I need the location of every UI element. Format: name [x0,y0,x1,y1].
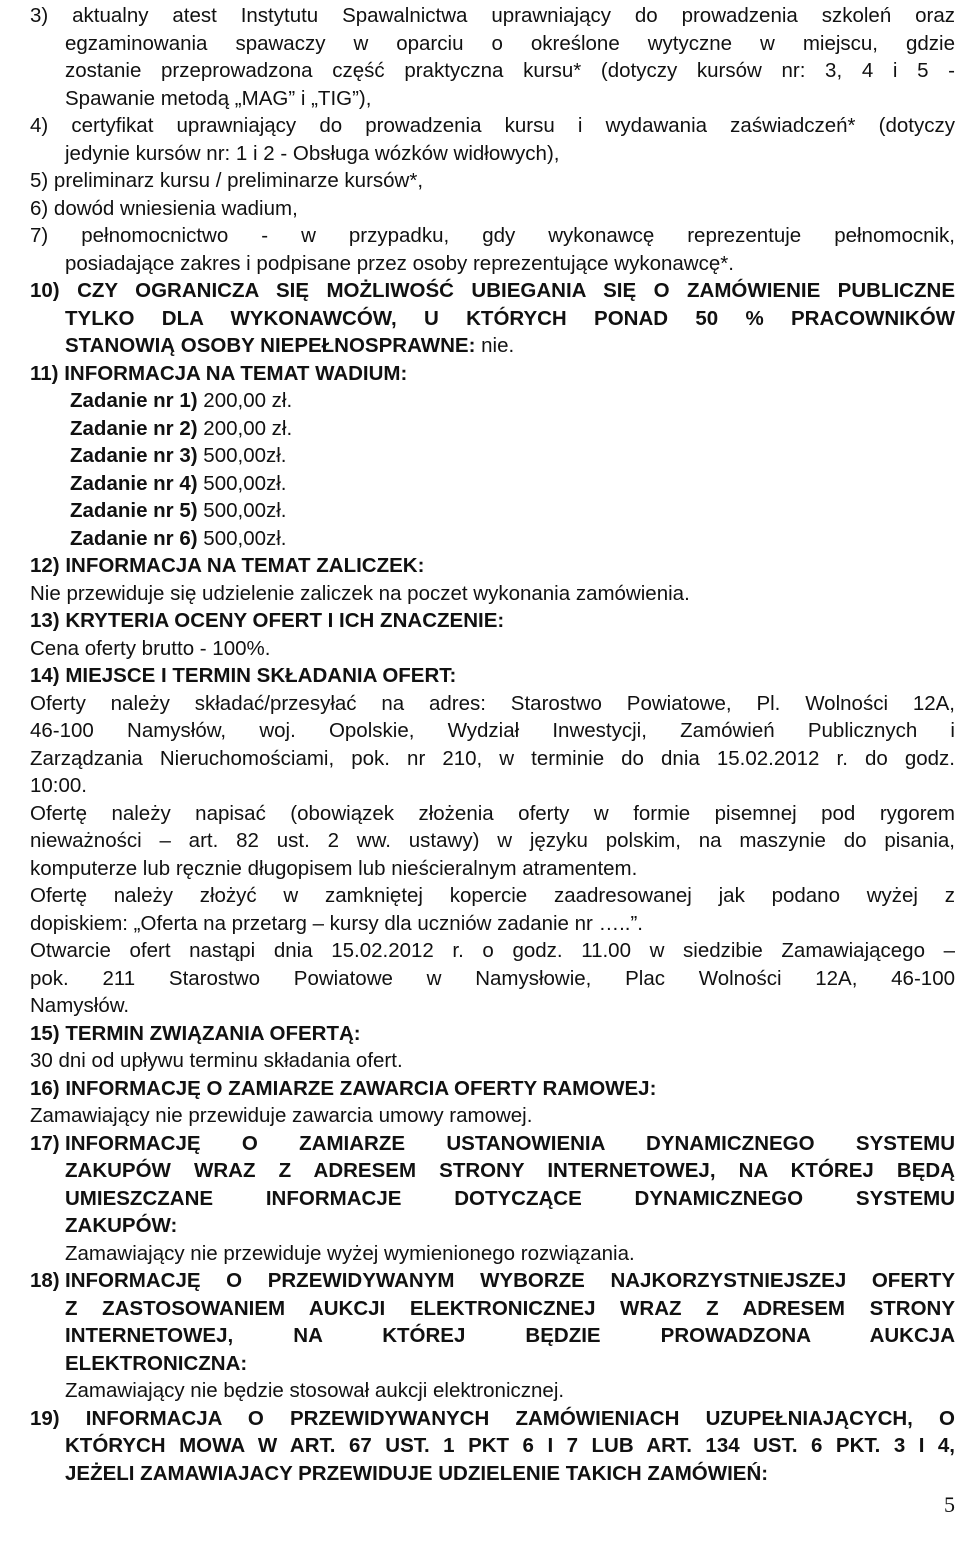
list-item-3-line-3: zostanie przeprowadzona część praktyczna kursu* (dotyczy kursów nr: 3, 4 i 5 - [65,59,955,82]
wadium-row [70,415,955,443]
section-17-heading-line: INFORMACJĘ O ZAMIARZE USTANOWIENIA DYNAMICZNEGO SYSTEMU [65,1131,955,1155]
section-10-answer: nie. [475,334,515,357]
wadium-amount: 200,00 zł. [197,416,293,440]
wadium-task-label: Zadanie nr 4) [70,471,198,495]
section-14-line: dopiskiem: „Oferta na przetarg – kursy dla uczniów zadanie nr …..”. [30,911,643,935]
wadium-task-label: Zadanie nr 6) [70,526,198,550]
wadium-amount: 200,00 zł. [197,389,293,412]
wadium-row [70,387,955,415]
section-17-number: 17) [30,1131,60,1155]
list-item-6: 6) dowód wniesienia wadium, [30,196,298,220]
section-18-number: 18) [30,1269,60,1292]
section-14-heading: 14) MIEJSCE I TERMIN SKŁADANIA OFERT: [30,664,457,687]
section-14-line: Oferty należy składać/przesyłać na adres: Starostwo Powiatowe, Pl. Wolności 12A, [30,691,955,715]
list-item-7-line-2: posiadające zakres i podpisane przez osoby reprezentujące wykonawcę*. [65,251,734,275]
section-18-heading-line: Z ZASTOSOWANIEM AUKCJI ELEKTRONICZNEJ WRAZ Z ADRESEM STRONY [65,1296,955,1320]
section-18-heading-text [65,1267,955,1295]
section-12-heading: 12) INFORMACJA NA TEMAT ZALICZEK: [30,554,425,577]
section-10-heading-line-1: 10) CZY OGRANICZA SIĘ MOŻLIWOŚĆ UBIEGANIA SIĘ O ZAMÓWIENIE PUBLICZNE [30,279,955,302]
section-16-text: Zamawiający nie przewiduje zawarcia umowy ramowej. [30,1104,533,1127]
section-18-heading-line: ELEKTRONICZNA: [65,1351,248,1375]
wadium-amount: 500,00zł. [197,471,287,495]
wadium-amount: 500,00zł. [197,444,287,467]
section-17-heading-line: ZAKUPÓW WRAZ Z ADRESEM STRONY INTERNETOWEJ, NA KTÓREJ BĘDĄ [65,1159,955,1182]
section-12-text: Nie przewiduje się udzielenie zaliczek na poczet wykonania zamówienia. [30,581,690,605]
section-14-body [30,690,955,1020]
section-14-line: 46-100 Namysłów, woj. Opolskie, Wydział Inwestycji, Zamówień Publicznych i [30,719,955,742]
document-body [30,2,955,1487]
wadium-row [70,442,955,470]
section-17-heading-line: ZAKUPÓW: [65,1214,178,1237]
wadium-task-label: Zadanie nr 3) [70,444,198,467]
wadium-list [30,387,955,552]
section-15-heading: 15) TERMIN ZWIĄZANIA OFERTĄ: [30,1021,361,1045]
section-17-text: Zamawiający nie przewiduje wyżej wymienionego rozwiązania. [65,1241,635,1265]
section-18-heading-line: INTERNETOWEJ, NA KTÓREJ BĘDZIE PROWADZONA AUKCJA [65,1324,955,1347]
wadium-row [70,497,955,525]
wadium-task-label: Zadanie nr 2) [70,416,198,440]
section-14-line: komputerze lub ręcznie długopisem lub nieścieralnym atramentem. [30,856,638,880]
list-item-4-line-1: 4) certyfikat uprawniający do prowadzenia kursu i wydawania zaświadczeń* (dotyczy [30,114,955,137]
section-17-heading [30,1130,955,1158]
section-17-heading-line: UMIESZCZANE INFORMACJE DOTYCZĄCE DYNAMICZNEGO SYSTEMU [65,1186,955,1210]
list-item-3-line-2: egzaminowania spawaczy w oparciu o określone wytyczne w miejscu, gdzie [65,31,955,55]
wadium-amount: 500,00zł. [197,499,287,522]
section-10-heading-line-2: TYLKO DLA WYKONAWCÓW, U KTÓRYCH PONAD 50 % PRACOWNIKÓW [65,306,955,330]
section-10-heading-line-3 [30,332,955,360]
list-item-3-line-4: Spawanie metodą „MAG” i „TIG”), [65,86,372,110]
section-15-text: 30 dni od upływu terminu składania ofert. [30,1049,403,1072]
list-item-3-line-1: 3) aktualny atest Instytutu Spawalnictwa uprawniający do prowadzenia szkoleń oraz [30,4,955,27]
section-14-line: Ofertę należy napisać (obowiązek złożenia oferty w formie pisemnej pod rygorem [30,801,955,825]
section-18-text: Zamawiający nie będzie stosował aukcji elektronicznej. [65,1379,565,1402]
wadium-task-label: Zadanie nr 1) [70,389,198,412]
section-17-heading-text [65,1130,955,1158]
list-item-7-line-1: 7) pełnomocnictwo - w przypadku, gdy wykonawcę reprezentuje pełnomocnik, [30,224,955,247]
page-number: 5 [944,1492,955,1517]
section-14-line: 10:00. [30,774,87,797]
section-14-line: Namysłów. [30,994,130,1017]
section-19-heading-line-3: JEŻELI ZAMAWIAJACY PRZEWIDUJE UDZIELENIE TAKICH ZAMÓWIEŃ: [65,1461,769,1485]
section-18-heading [30,1267,955,1295]
section-17-heading-cont [30,1157,955,1267]
list-item-4-line-2: jedynie kursów nr: 1 i 2 - Obsługa wózków widłowych), [65,141,560,165]
section-14-line: Otwarcie ofert nastąpi dnia 15.02.2012 r. o godz. 11.00 w siedzibie Zamawiającego – [30,939,955,962]
wadium-amount: 500,00zł. [197,526,287,550]
wadium-task-label: Zadanie nr 5) [70,499,198,522]
list-item-5: 5) preliminarz kursu / preliminarze kursów*, [30,169,424,192]
section-14-line: Zarządzania Nieruchomościami, pok. nr 210, w terminie do dnia 15.02.2012 r. do godz. [30,746,955,770]
section-10-heading-end: STANOWIĄ OSOBY NIEPEŁNOSPRAWNE: [65,334,476,357]
section-14-line: Ofertę należy złożyć w zamkniętej kopercie zaadresowanej jak podano wyżej z [30,884,955,907]
section-18-heading-cont [30,1295,955,1405]
section-13-heading: 13) KRYTERIA OCENY OFERT I ICH ZNACZENIE: [30,609,505,632]
section-18-heading-line: INFORMACJĘ O PRZEWIDYWANYM WYBORZE NAJKORZYSTNIEJSZEJ OFERTY [65,1269,955,1292]
section-19-heading-line-2: KTÓRYCH MOWA W ART. 67 UST. 1 PKT 6 I 7 LUB ART. 134 UST. 6 PKT. 3 I 4, [65,1434,955,1457]
section-14-line: nieważności – art. 82 ust. 2 ww. ustawy) w języku polskim, na maszynie do pisania, [30,829,955,852]
section-16-heading: 16) INFORMACJĘ O ZAMIARZE ZAWARCIA OFERTY RAMOWEJ: [30,1076,657,1100]
wadium-row [70,470,955,498]
section-13-text: Cena oferty brutto - 100%. [30,636,271,660]
wadium-row [70,525,955,553]
section-11-heading: 11) INFORMACJA NA TEMAT WADIUM: [30,361,408,385]
section-14-line: pok. 211 Starostwo Powiatowe w Namysłowie, Plac Wolności 12A, 46-100 [30,966,955,990]
section-19-heading-line-1: 19) INFORMACJA O PRZEWIDYWANYCH ZAMÓWIENIACH UZUPEŁNIAJĄCYCH, O [30,1406,955,1430]
